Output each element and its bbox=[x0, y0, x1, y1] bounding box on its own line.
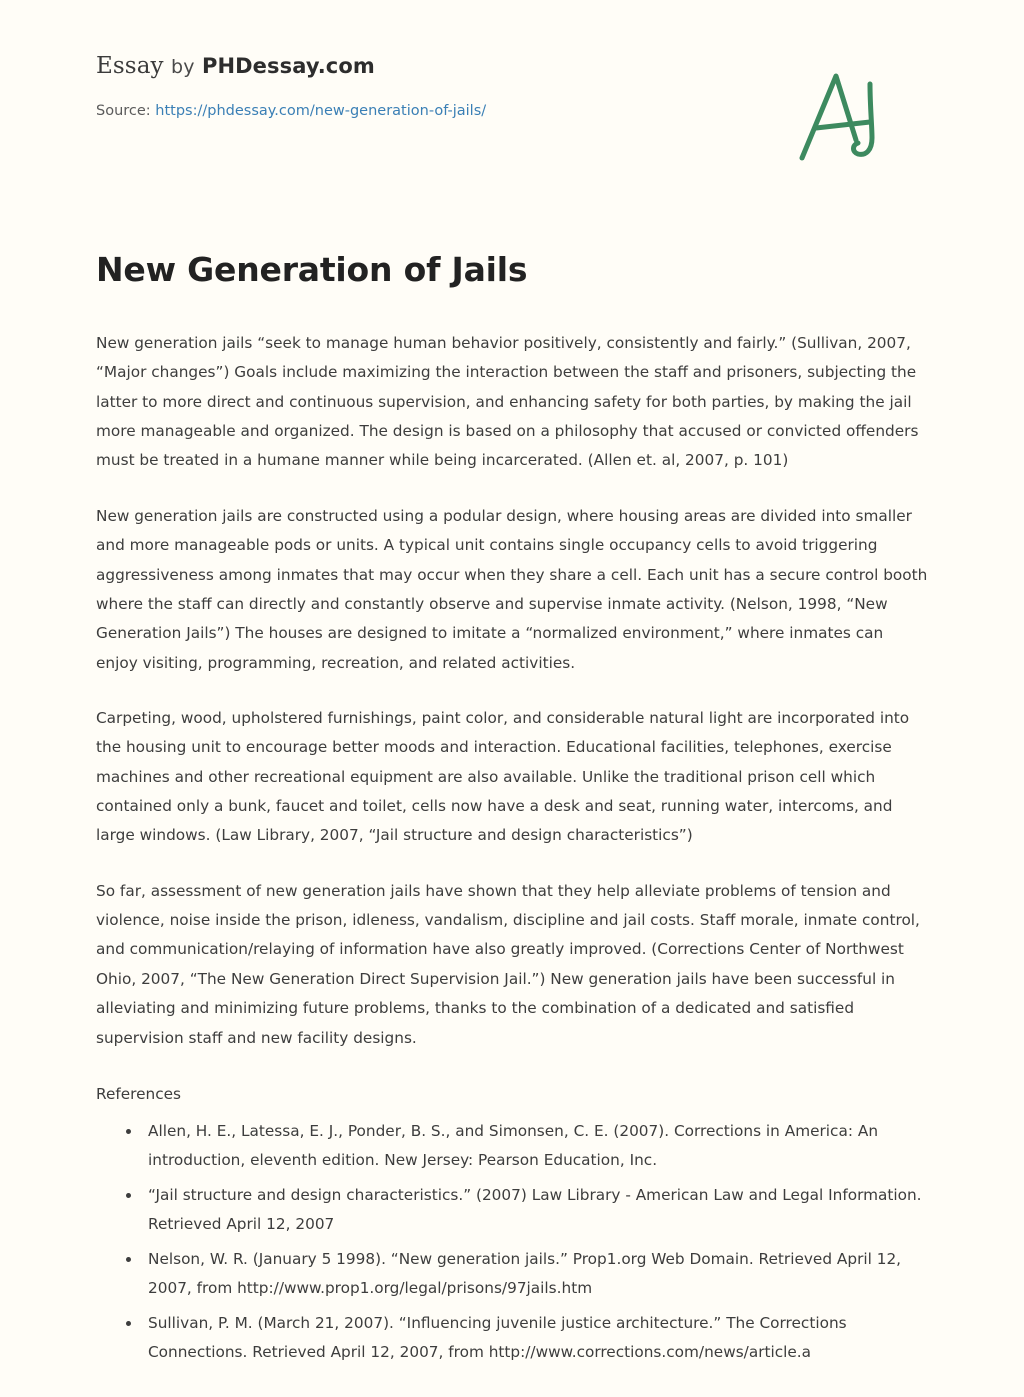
paragraph: New generation jails are constructed using a podular design, where housing areas are divided into smaller and more manageable pods or units. A typical unit contains single occupancy cells to avoid triggering aggressiveness among inmates that may occur when they share a cell. Each unit has a secure control booth where the staff can directly and constantly observe and supervise inmate activity. (Nelson, 1998, “New Generation Jails”) The houses are designed to imitate a “normalized environment,” where inmates can enjoy visiting, programming, recreation, and related activities. bbox=[96, 506, 928, 672]
list-item: • “Jail structure and design characteristics.” (2007) Law Library - American Law and Legal Information. Retrieved April 12, 2007 bbox=[142, 1181, 928, 1239]
references-list bbox=[96, 1117, 928, 1368]
paragraph: Carpeting, wood, upholstered furnishings, paint color, and considerable natural light are incorporated into the housing unit to encourage better moods and interaction. Educational facilities, telephones, exercise machines and other recreational equipment are also available. Unlike the traditional prison cell which contained only a bunk, faucet and toilet, cells now have a desk and seat, running water, intercoms, and large windows. (Law Library, 2007, “Jail structure and design characteristics”) bbox=[96, 708, 910, 845]
source-label: Source: bbox=[96, 102, 151, 119]
references-heading: References bbox=[96, 1084, 181, 1103]
list-item: • Nelson, W. R. (January 5 1998). “New generation jails.” Prop1.org Web Domain. Retrieved April 12, 2007, from http://www.prop1.org/legal/prisons/97jails.htm bbox=[142, 1245, 928, 1303]
article-body bbox=[96, 329, 928, 1367]
brand-site-name: PHDessay.com bbox=[201, 54, 375, 78]
page-title: New Generation of Jails bbox=[96, 250, 528, 289]
paragraph: So far, assessment of new generation jails have shown that they help alleviate problems of tension and violence, noise inside the prison, idleness, vandalism, discipline and jail costs. Staff morale, inmate control, and communication/relaying of information have also greatly improved. (Corrections Center of Northwest Ohio, 2007, “The New Generation Direct Supervision Jail.”) New generation jails have been successful in alleviating and minimizing future problems, thanks to the combination of a dedicated and satisfied supervision staff and new facility designs. bbox=[96, 881, 920, 1047]
list-item: • Allen, H. E., Latessa, E. J., Ponder, B. S., and Simonsen, C. E. (2007). Corrections in America: An introduction, eleventh edition. New Jersey: Pearson Education, Inc. bbox=[142, 1117, 928, 1175]
paragraph: New generation jails “seek to manage human behavior positively, consistently and fairly.” (Sullivan, 2007, “Major changes”) Goals include maximizing the interaction between the staff and prisoners, subjecting the latter to more direct and continuous supervision, and enhancing safety for both parties, by making the jail more manageable and organized. The design is based on a philosophy that accused or convicted offenders must be treated in a humane manner while being incarcerated. (Allen et. al, 2007, p. 101) bbox=[96, 334, 919, 470]
brand-essay-word: Essay bbox=[96, 53, 164, 79]
phdessay-a-logo-icon bbox=[784, 62, 904, 172]
source-url-link[interactable]: https://phdessay.com/new-generation-of-jails/ bbox=[155, 102, 487, 119]
list-item: • Sullivan, P. M. (March 21, 2007). “Influencing juvenile justice architecture.” The Corrections Connections. Retrieved April 12, 2007, from http://www.corrections.com/news/article.a bbox=[142, 1309, 928, 1367]
document-header bbox=[96, 52, 928, 172]
brand-by-word: by bbox=[171, 56, 195, 78]
